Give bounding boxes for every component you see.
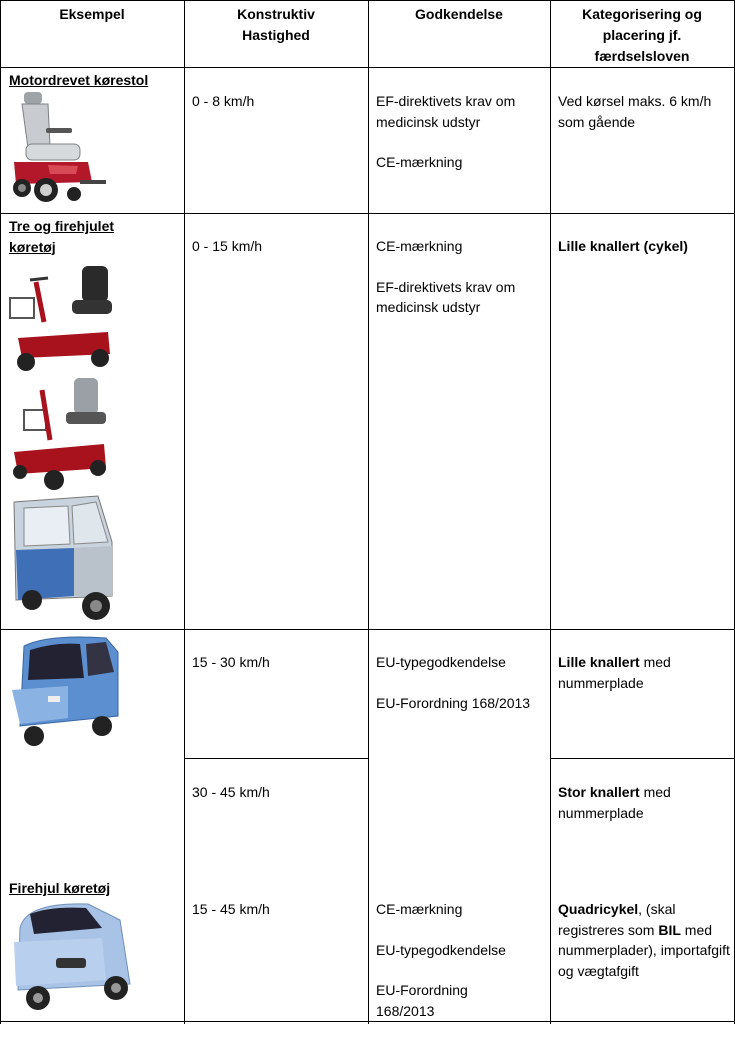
approval-list: CE-mærkning EF-direktivets krav om medicinsk udstyr <box>376 238 516 315</box>
column-divider <box>184 0 185 1024</box>
table-border-left <box>0 0 1 1024</box>
speed-value: 15 - 45 km/h <box>192 901 270 917</box>
approval-list: CE-mærkning EU-typegodkendelse EU-Forordning 168/2013 <box>376 901 506 1019</box>
scooter-image <box>10 376 110 494</box>
example-title: Firehjul køretøj <box>9 880 111 896</box>
quadricycle-image <box>10 898 134 1020</box>
category-text: Lille knallert (cykel) <box>558 238 688 254</box>
scooter-image <box>8 262 116 374</box>
wheelchair-image <box>8 90 108 208</box>
speed-value: 15 - 30 km/h <box>192 654 270 670</box>
header-eksempel: Eksempel <box>59 6 125 22</box>
column-divider <box>368 0 369 1024</box>
header-hastighed: Konstruktiv Hastighed <box>237 6 315 43</box>
table-border-top <box>0 0 735 1</box>
category-text: Quadricykel, (skal registreres som BIL med nummerplader), importafgift og vægtafgift <box>558 901 730 979</box>
table-border-bottom <box>0 1021 735 1022</box>
three-wheel-car-image <box>8 632 124 756</box>
speed-value: 30 - 45 km/h <box>192 784 270 800</box>
row-divider <box>550 758 735 759</box>
column-divider <box>550 0 551 1024</box>
speed-value: 0 - 15 km/h <box>192 238 263 254</box>
approval-list: EU-typegodkendelse EU-Forordning 168/2013 <box>376 654 531 711</box>
row-divider <box>184 758 368 759</box>
category-text: Stor knallert med nummerplade <box>558 784 671 821</box>
approval-list: EF-direktivets krav om medicinsk udstyr CE-mærkning <box>376 93 516 170</box>
category-text: Lille knallert med nummerplade <box>558 654 671 691</box>
header-kategorisering: Kategorisering og placering jf. færdselsloven <box>582 6 702 64</box>
example-title: Tre og firehjulet køretøj <box>9 218 115 255</box>
cabin-scooter-image <box>8 492 122 626</box>
header-godkendelse: Godkendelse <box>415 6 503 22</box>
row-divider <box>0 213 735 214</box>
category-text: Ved kørsel maks. 6 km/h som gående <box>558 93 712 130</box>
example-title: Motordrevet kørestol <box>9 72 149 88</box>
speed-value: 0 - 8 km/h <box>192 93 255 109</box>
row-divider <box>0 67 735 68</box>
row-divider <box>0 629 735 630</box>
